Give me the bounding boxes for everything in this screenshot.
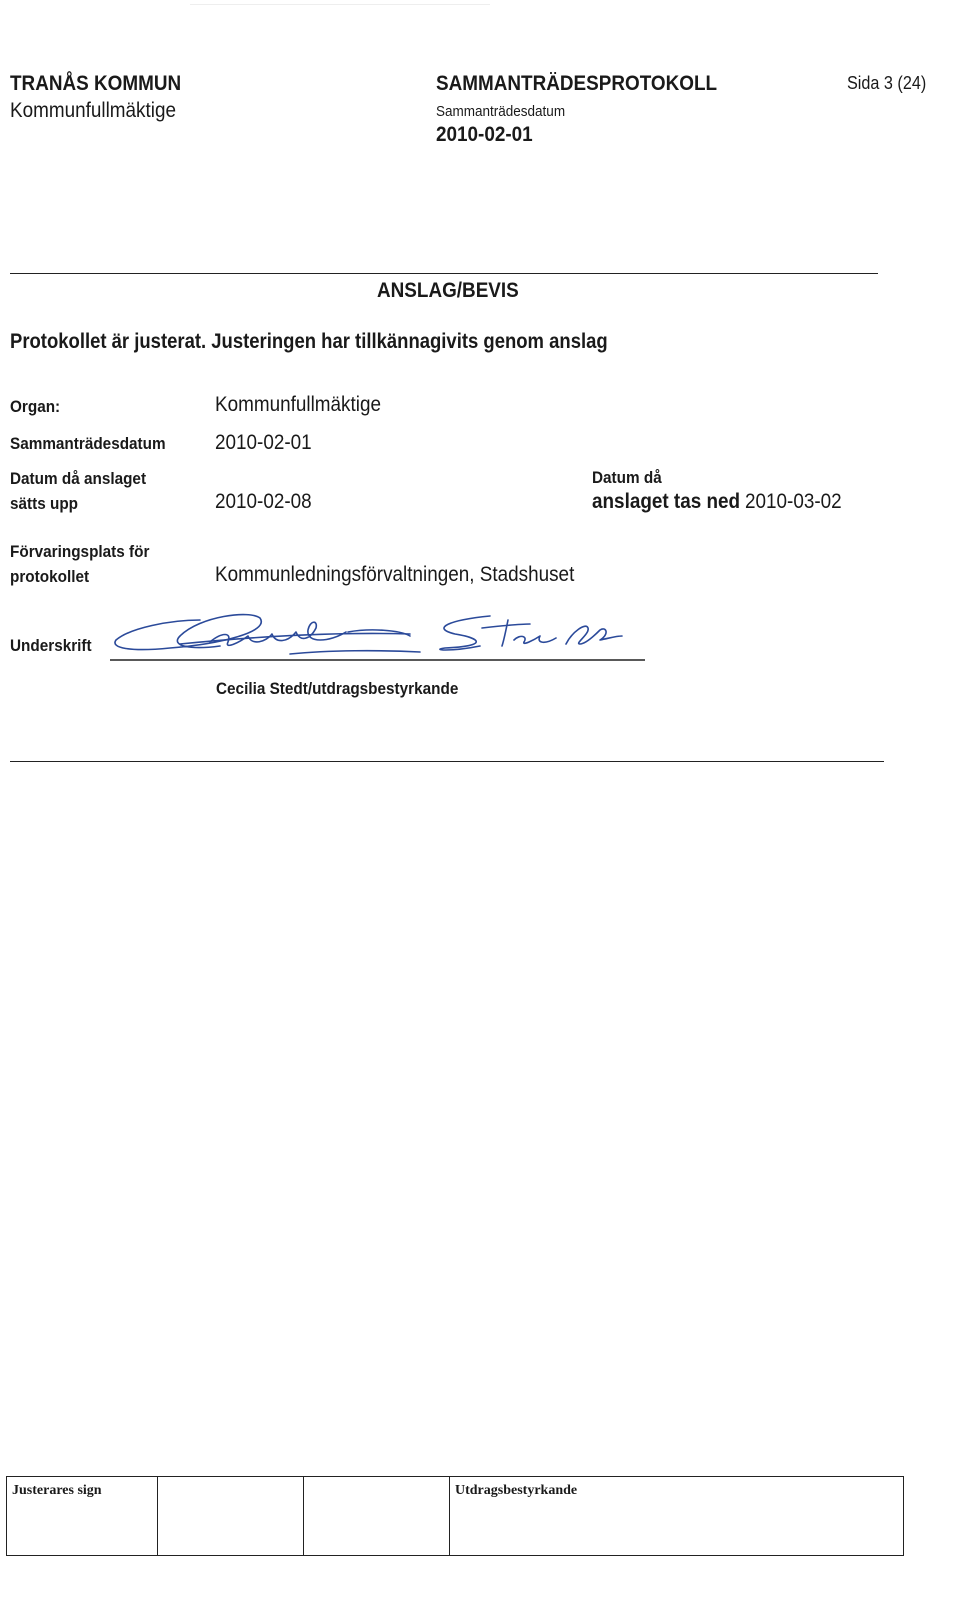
removed-label-line2: anslaget tas ned bbox=[592, 490, 741, 513]
intro-wrap bbox=[10, 330, 689, 354]
posted-label-line2-wrap bbox=[10, 494, 86, 514]
posted-value: 2010-02-08 bbox=[215, 490, 312, 513]
org-name: TRANÅS KOMMUN bbox=[10, 72, 182, 95]
organ-label-wrap bbox=[10, 397, 66, 417]
posted-label-line1-wrap bbox=[10, 469, 161, 489]
signature-strokes bbox=[115, 615, 622, 654]
header-date: 2010-02-01 bbox=[436, 123, 533, 146]
organ-value: Kommunfullmäktige bbox=[215, 393, 381, 416]
posted-label-line2: sätts upp bbox=[10, 494, 79, 513]
storage-label-line1: Förvaringsplats för bbox=[10, 542, 150, 561]
removed-label-line2-wrap bbox=[592, 490, 757, 514]
storage-label-line2: protokollet bbox=[10, 567, 90, 586]
posted-value-wrap bbox=[215, 490, 322, 514]
department-name: Kommunfullmäktige bbox=[10, 99, 176, 122]
footer-cell-blank-1 bbox=[158, 1477, 304, 1556]
scan-artifact-line bbox=[190, 4, 490, 5]
storage-label-line2-wrap bbox=[10, 567, 98, 587]
header-date-wrap bbox=[436, 123, 543, 147]
section-title-wrap bbox=[377, 279, 535, 303]
storage-value: Kommunledningsförvaltningen, Stadshuset bbox=[215, 563, 575, 586]
page-number: Sida 3 (24) bbox=[847, 73, 927, 93]
removed-value-wrap bbox=[745, 490, 852, 514]
organ-label: Organ: bbox=[10, 397, 61, 416]
signature-label-wrap bbox=[10, 636, 101, 656]
handwritten-signature bbox=[110, 606, 650, 666]
removed-value: 2010-03-02 bbox=[745, 490, 842, 513]
date-label-wrap bbox=[436, 103, 579, 121]
signer-name: Cecilia Stedt/utdragsbestyrkande bbox=[216, 679, 459, 698]
meeting-date-label: Sammanträdesdatum bbox=[10, 434, 166, 453]
footer-cell-blank-2 bbox=[304, 1477, 450, 1556]
bottom-divider bbox=[10, 761, 884, 762]
storage-label-line1-wrap bbox=[10, 542, 165, 562]
department-wrap bbox=[10, 99, 194, 123]
posted-label-line1: Datum då anslaget bbox=[10, 469, 147, 488]
signer-name-wrap bbox=[216, 679, 485, 699]
footer-cell-justerares-sign: Justerares sign bbox=[7, 1477, 158, 1556]
doc-type-wrap bbox=[436, 72, 748, 96]
section-title: ANSLAG/BEVIS bbox=[377, 279, 519, 302]
footer-row bbox=[7, 1477, 904, 1556]
signature-footer-table bbox=[6, 1476, 904, 1556]
page-number-wrap bbox=[847, 73, 935, 94]
signature-label: Underskrift bbox=[10, 636, 92, 655]
date-label: Sammanträdesdatum bbox=[436, 103, 566, 120]
meeting-date-value-wrap bbox=[215, 431, 322, 455]
header-org-block bbox=[10, 72, 200, 96]
meeting-date-label-wrap bbox=[10, 434, 183, 454]
storage-value-wrap bbox=[215, 563, 614, 587]
removed-label-line1-wrap bbox=[592, 468, 669, 488]
meeting-date-value: 2010-02-01 bbox=[215, 431, 312, 454]
footer-cell-utdragsbestyrkande: Utdragsbestyrkande bbox=[450, 1477, 904, 1556]
doc-type: SAMMANTRÄDESPROTOKOLL bbox=[436, 72, 718, 95]
removed-label-line1: Datum då bbox=[592, 468, 662, 487]
organ-value-wrap bbox=[215, 393, 399, 417]
top-divider bbox=[10, 273, 878, 274]
intro-text: Protokollet är justerat. Justeringen har tillkännagivits genom anslag bbox=[10, 330, 608, 353]
